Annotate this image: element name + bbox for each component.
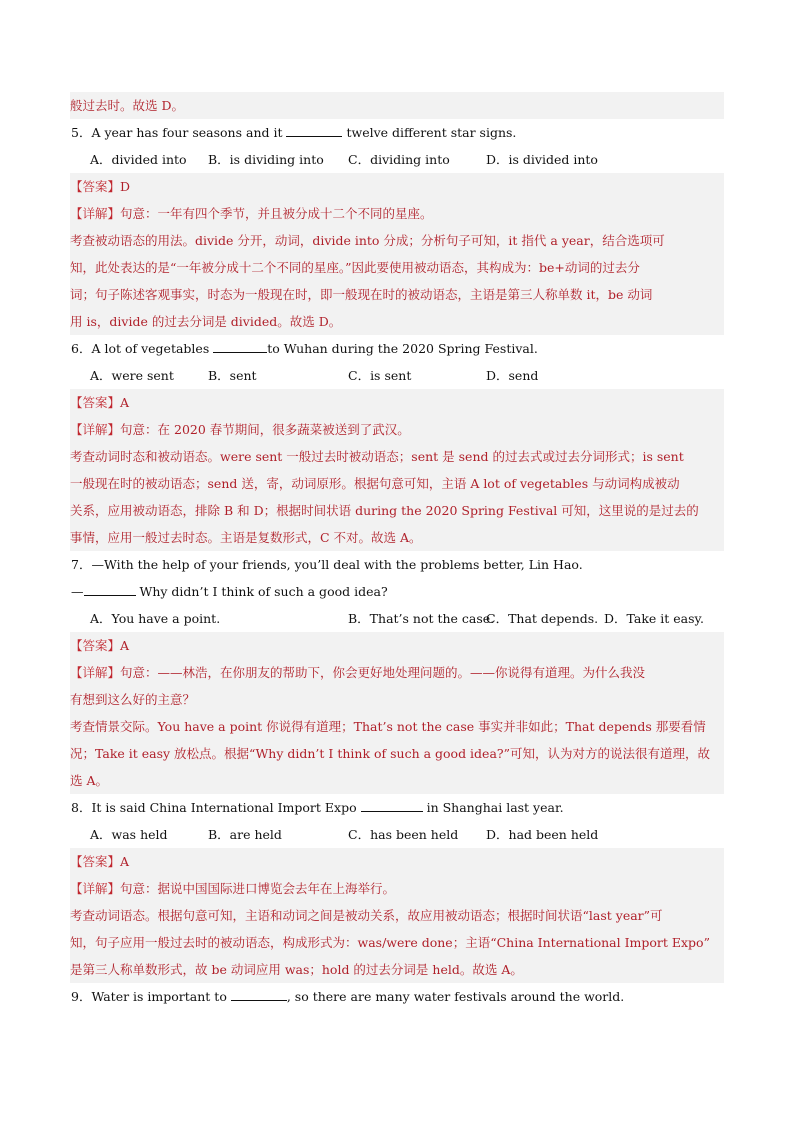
- q7-answer-tag: 【答案】: [70, 638, 121, 653]
- q6-answer-tag: 【答案】: [70, 395, 121, 410]
- q8-option-a: A．was held: [90, 827, 168, 842]
- question-5-stem: [70, 119, 724, 146]
- q7-detail-line: 句意：——林浩，在你朋友的帮助下，你会更好地处理问题的。——你说得有道理。为什么我没: [120, 665, 646, 680]
- q6-detail-line: 关系，应用被动语态，排除 B 和 D；根据时间状语 during the 2020 Spring Festival 可知，这里说的是过去的: [70, 503, 699, 518]
- q5-detail-line: 用 is，divide 的过去分词是 divided。故选 D。: [70, 314, 342, 329]
- q7-detail: [70, 659, 724, 794]
- q8-detail-line: 考查动词语态。根据句意可知，主语和动词之间是被动关系，故应用被动语态；根据时间状语“last year”可: [70, 908, 663, 923]
- q6-detail-line: 一般现在时的被动语态；send 送，寄，动词原形。根据句意可知，主语 A lot of vegetables 与动词构成被动: [70, 476, 680, 491]
- q6-detail-tag: 【详解】: [70, 422, 121, 437]
- q7-detail-tag: 【详解】: [70, 665, 121, 680]
- q8-option-b: B．are held: [208, 827, 282, 842]
- question-6-stem: [70, 335, 724, 362]
- q9-stem-b: , so there are many water festivals around the world.: [286, 989, 625, 1004]
- q6-detail: [70, 416, 724, 551]
- q8-detail-line: 句意：据说中国国际进口博览会去年在上海举行。: [120, 881, 396, 896]
- q6-detail-line: 句意：在 2020 春节期间，很多蔬菜被送到了武汉。: [120, 422, 410, 437]
- q8-detail-line: 知，句子应用一般过去时的被动语态，构成形式为：was/were done；主语“China International Import Expo”: [70, 935, 710, 950]
- q7-detail-line: 有想到这么好的主意？: [70, 692, 196, 707]
- q7-option-b: B．That’s not the case.: [348, 611, 495, 626]
- q6-option-b: B．sent: [208, 368, 257, 383]
- q8-detail: [70, 875, 724, 983]
- q7-dash: —: [71, 584, 84, 599]
- q8-answer: [70, 848, 724, 875]
- worksheet-page: [70, 92, 724, 1010]
- q6-answer: [70, 389, 724, 416]
- q6-stem-a: 6．A lot of vegetables: [71, 341, 210, 356]
- q8-option-c: C．has been held: [348, 827, 459, 842]
- q5-stem-a: 5．A year has four seasons and it: [71, 125, 283, 140]
- q7-reply-text: Why didn’t I think of such a good idea?: [139, 584, 388, 599]
- q6-answer-value: A: [120, 395, 130, 410]
- q7-detail-line: 考查情景交际。You have a point 你说得有道理；That’s not the case 事实并非如此；That depends 那要看情: [70, 719, 706, 734]
- q7-blank: [84, 583, 136, 596]
- q8-option-d: D．had been held: [486, 827, 599, 842]
- question-8-stem: [70, 794, 724, 821]
- q6-detail-line: 考查动词时态和被动语态。were sent 一般过去时被动语态；sent 是 send 的过去式或过去分词形式；is sent: [70, 449, 684, 464]
- q5-detail-tag: 【详解】: [70, 206, 121, 221]
- q6-option-d: D．send: [486, 368, 539, 383]
- q5-answer-value: D: [120, 179, 131, 194]
- q7-detail-line: 况；Take it easy 放松点。根据“Why didn’t I think of such a good idea?”可知，认为对方的说法很有道理，故: [70, 746, 710, 761]
- q8-detail-line: 是第三人称单数形式，故 be 动词应用 was；hold 的过去分词是 held。故选 A。: [70, 962, 523, 977]
- question-8-options: [70, 821, 724, 848]
- q9-blank: [231, 988, 287, 1001]
- q8-stem-b: in Shanghai last year.: [426, 800, 564, 815]
- q4-explanation-tail: 般过去时。故选 D。: [70, 92, 724, 119]
- q5-answer: [70, 173, 724, 200]
- q6-detail-line: 事情，应用一般过去时态。主语是复数形式，C 不对。故选 A。: [70, 530, 422, 545]
- q6-option-c: C．is sent: [348, 368, 412, 383]
- q7-option-a: A．You have a point.: [90, 611, 221, 626]
- q5-option-b: B．is dividing into: [208, 152, 324, 167]
- q5-detail-line: 词；句子陈述客观事实，时态为一般现在时，即一般现在时的被动语态，主语是第三人称单数 it，be 动词: [70, 287, 653, 302]
- q7-answer-value: A: [120, 638, 130, 653]
- q6-stem-b: to Wuhan during the 2020 Spring Festival.: [267, 341, 538, 356]
- q8-answer-tag: 【答案】: [70, 854, 121, 869]
- question-6-options: [70, 362, 724, 389]
- q8-detail-tag: 【详解】: [70, 881, 121, 896]
- question-9-stem: [70, 983, 724, 1010]
- q7-detail-line: 选 A。: [70, 773, 109, 788]
- q6-option-a: A．were sent: [90, 368, 174, 383]
- question-5-options: [70, 146, 724, 173]
- question-7-reply: [70, 578, 724, 605]
- question-7-stem: 7．—With the help of your friends, you’ll deal with the problems better, Lin Hao.: [71, 557, 583, 572]
- q5-answer-tag: 【答案】: [70, 179, 121, 194]
- q8-stem-a: 8．It is said China International Import Expo: [71, 800, 357, 815]
- q7-option-d: D．Take it easy.: [604, 611, 704, 626]
- q5-detail-line: 知，此处表达的是“一年被分成十二个不同的星座。”因此要使用被动语态，其构成为：be+动词的过去分: [70, 260, 640, 275]
- q5-blank: [286, 124, 342, 137]
- q7-option-c: C．That depends.: [486, 611, 599, 626]
- q5-option-a: A．divided into: [90, 152, 187, 167]
- q8-answer-value: A: [120, 854, 130, 869]
- q9-stem-a: 9．Water is important to: [71, 989, 227, 1004]
- question-7-options: [70, 605, 724, 632]
- q7-answer: [70, 632, 724, 659]
- q5-detail-line: 句意：一年有四个季节，并且被分成十二个不同的星座。: [120, 206, 433, 221]
- q5-detail-line: 考查被动语态的用法。divide 分开，动词，divide into 分成；分析句子可知，it 指代 a year，结合选项可: [70, 233, 665, 248]
- q6-blank: [213, 340, 267, 353]
- q5-stem-b: twelve different star signs.: [346, 125, 517, 140]
- q5-option-c: C．dividing into: [348, 152, 450, 167]
- q8-blank: [361, 799, 423, 812]
- q5-detail: [70, 200, 724, 335]
- q5-option-d: D．is divided into: [486, 152, 598, 167]
